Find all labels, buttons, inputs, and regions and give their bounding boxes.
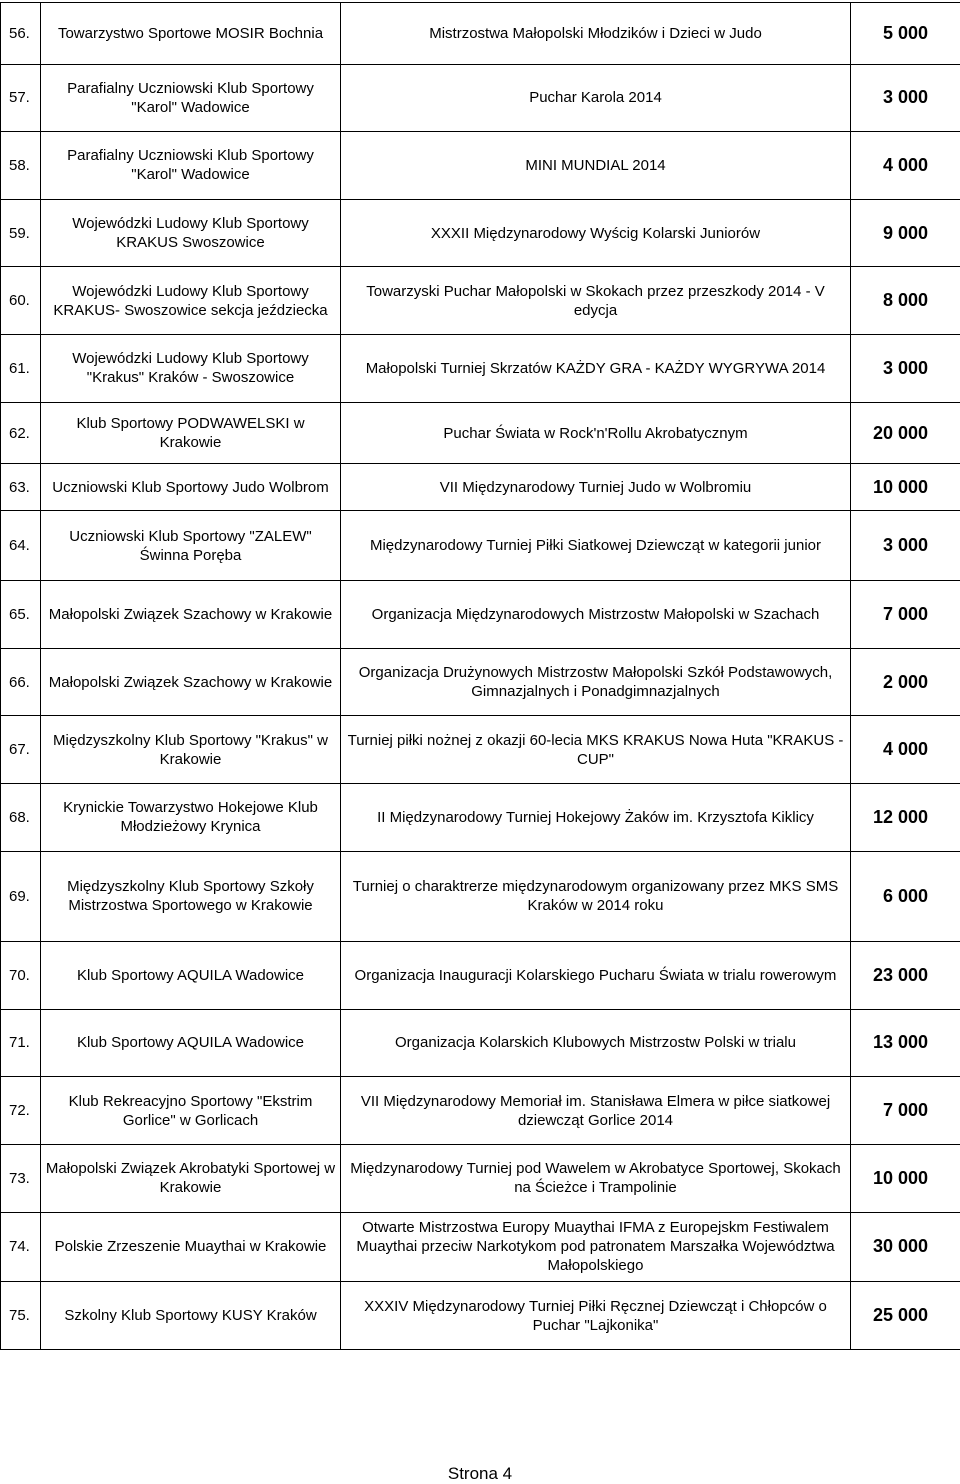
table-row [1, 941, 960, 1009]
organization-cell [41, 464, 341, 511]
event-cell [341, 132, 851, 200]
table-row [1, 851, 960, 941]
table-row [1, 1009, 960, 1077]
amount-cell [851, 199, 960, 267]
organization-cell [41, 402, 341, 464]
organization-cell-text: Międzyszkolny Klub Sportowy Szkoły Mistrzostwa Sportowego w Krakowie [67, 878, 314, 915]
grants-table [0, 2, 960, 1350]
event-cell [341, 199, 851, 267]
amount-cell-text: 13 000 [872, 1032, 928, 1053]
grants-table-body [1, 3, 960, 1350]
table-row [1, 648, 960, 716]
organization-cell [41, 132, 341, 200]
event-cell-text: XXXIV Międzynarodowy Turniej Piłki Ręcznej Dziewcząt i Chłopców o Puchar "Lajkonika" [364, 1297, 827, 1334]
event-cell-text: Turniej piłki nożnej z okazji 60-lecia MKS KRAKUS Nowa Huta "KRAKUS - CUP" [347, 731, 844, 768]
event-cell-text: MINI MUNDIAL 2014 [525, 156, 666, 174]
row-number-text: 69. [9, 887, 30, 905]
row-number-text: 70. [9, 966, 30, 984]
organization-cell-text: Klub Sportowy AQUILA Wadowice [76, 1034, 305, 1052]
amount-cell [851, 648, 960, 716]
event-cell [341, 1282, 851, 1350]
organization-cell-text: Szkolny Klub Sportowy KUSY Kraków [64, 1307, 317, 1325]
amount-cell [851, 132, 960, 200]
row-number [1, 511, 41, 581]
amount-cell [851, 511, 960, 581]
organization-cell-text: Krynickie Towarzystwo Hokejowe Klub Młodzieżowy Krynica [63, 799, 318, 836]
row-number [1, 335, 41, 403]
event-cell-text: Organizacja Kolarskich Klubowych Mistrzostw Polski w trialu [395, 1034, 796, 1052]
event-cell-text: XXXII Międzynarodowy Wyścig Kolarski Juniorów [430, 224, 761, 242]
event-cell-text: Organizacja Międzynarodowych Mistrzostw Małopolski w Szachach [371, 605, 820, 623]
amount-cell-text: 6 000 [882, 885, 928, 906]
amount-cell-text: 7 000 [882, 603, 928, 624]
event-cell [341, 64, 851, 132]
row-number [1, 851, 41, 941]
amount-cell [851, 851, 960, 941]
row-number-text: 72. [9, 1102, 30, 1120]
amount-cell [851, 267, 960, 335]
event-cell [341, 784, 851, 852]
organization-cell [41, 335, 341, 403]
row-number [1, 402, 41, 464]
table-row [1, 1212, 960, 1282]
event-cell-text: Międzynarodowy Turniej pod Wawelem w Akrobatyce Sportowej, Skokach na Ścieżce i Trampolinie [350, 1160, 841, 1197]
amount-cell [851, 784, 960, 852]
event-cell-text: Organizacja Inauguracji Kolarskiego Pucharu Świata w trialu rowerowym [354, 966, 837, 984]
event-cell [341, 941, 851, 1009]
amount-cell [851, 1009, 960, 1077]
row-number-text: 75. [9, 1307, 30, 1325]
amount-cell-text: 7 000 [882, 1100, 928, 1121]
page-footer: Strona 4 [447, 1464, 513, 1483]
row-number [1, 199, 41, 267]
event-cell-text: Mistrzostwa Małopolski Młodzików i Dzieci w Judo [429, 24, 762, 42]
amount-cell [851, 3, 960, 65]
amount-cell-text: 25 000 [872, 1305, 928, 1326]
event-cell [341, 267, 851, 335]
organization-cell-text: Uczniowski Klub Sportowy Judo Wolbrom [52, 478, 329, 496]
event-cell-text: Międzynarodowy Turniej Piłki Siatkowej Dziewcząt w kategorii junior [369, 537, 821, 555]
row-number-text: 61. [9, 359, 30, 377]
table-row [1, 1077, 960, 1145]
row-number [1, 784, 41, 852]
row-number [1, 3, 41, 65]
row-number [1, 1077, 41, 1145]
event-cell [341, 581, 851, 649]
amount-cell-text: 9 000 [882, 222, 928, 243]
event-cell [341, 1077, 851, 1145]
row-number-text: 64. [9, 537, 30, 555]
row-number-text: 65. [9, 605, 30, 623]
organization-cell-text: Małopolski Związek Akrobatyki Sportowej w Krakowie [45, 1160, 336, 1197]
event-cell-text: II Międzynarodowy Turniej Hokejowy Żaków im. Krzysztofa Kiklicy [377, 808, 814, 826]
amount-cell-text: 3 000 [882, 357, 928, 378]
organization-cell [41, 511, 341, 581]
event-cell-text: Towarzyski Puchar Małopolski w Skokach przez przeszkody 2014 - V edycja [366, 282, 825, 319]
event-cell-text: VII Międzynarodowy Turniej Judo w Wolbromiu [439, 478, 752, 496]
organization-cell-text: Małopolski Związek Szachowy w Krakowie [48, 605, 333, 623]
organization-cell [41, 1077, 341, 1145]
table-row [1, 464, 960, 511]
event-cell [341, 1009, 851, 1077]
organization-cell [41, 1144, 341, 1212]
organization-cell [41, 648, 341, 716]
amount-cell [851, 1077, 960, 1145]
amount-cell-text: 30 000 [872, 1236, 928, 1257]
organization-cell [41, 1009, 341, 1077]
organization-cell [41, 581, 341, 649]
row-number [1, 267, 41, 335]
organization-cell [41, 64, 341, 132]
organization-cell-text: Parafialny Uczniowski Klub Sportowy "Karol" Wadowice [67, 79, 314, 116]
amount-cell [851, 64, 960, 132]
table-row [1, 716, 960, 784]
event-cell [341, 464, 851, 511]
organization-cell-text: Wojewódzki Ludowy Klub Sportowy KRAKUS- Swoszowice sekcja jeździecka [53, 282, 328, 319]
row-number-text: 60. [9, 292, 30, 310]
row-number-text: 66. [9, 673, 30, 691]
amount-cell-text: 3 000 [882, 87, 928, 108]
event-cell-text: Puchar Świata w Rock'n'Rollu Akrobatycznym [443, 424, 748, 442]
event-cell [341, 402, 851, 464]
amount-cell [851, 1144, 960, 1212]
organization-cell-text: Wojewódzki Ludowy Klub Sportowy KRAKUS Swoszowice [72, 215, 309, 252]
amount-cell-text: 2 000 [882, 671, 928, 692]
amount-cell [851, 716, 960, 784]
row-number-text: 71. [9, 1034, 30, 1052]
organization-cell [41, 716, 341, 784]
event-cell-text: VII Międzynarodowy Memoriał im. Stanisława Elmera w piłce siatkowej dziewcząt Gorlice 2014 [360, 1092, 831, 1129]
amount-cell [851, 1212, 960, 1282]
row-number-text: 57. [9, 89, 30, 107]
row-number-text: 63. [9, 478, 30, 496]
event-cell [341, 716, 851, 784]
row-number-text: 56. [9, 24, 30, 42]
amount-cell-text: 20 000 [872, 422, 928, 443]
amount-cell-text: 10 000 [872, 476, 928, 497]
row-number-text: 73. [9, 1169, 30, 1187]
amount-cell [851, 581, 960, 649]
event-cell-text: Małopolski Turniej Skrzatów KAŻDY GRA - KAŻDY WYGRYWA 2014 [365, 359, 826, 377]
row-number [1, 941, 41, 1009]
event-cell-text: Organizacja Drużynowych Mistrzostw Małopolski Szkół Podstawowych, Gimnazjalnych i Ponadgimnazjalnych [358, 664, 833, 701]
row-number [1, 64, 41, 132]
table-row [1, 199, 960, 267]
row-number [1, 581, 41, 649]
event-cell [341, 648, 851, 716]
event-cell [341, 851, 851, 941]
table-row [1, 335, 960, 403]
table-row [1, 267, 960, 335]
organization-cell [41, 784, 341, 852]
event-cell [341, 3, 851, 65]
event-cell-text: Otwarte Mistrzostwa Europy Muaythai IFMA z Europejskm Festiwalem Muaythai przeciw Narkotykom pod patronatem Marszałka Województwa Małopolskiego [356, 1219, 835, 1275]
organization-cell-text: Towarzystwo Sportowe MOSIR Bochnia [57, 24, 324, 42]
organization-cell [41, 851, 341, 941]
amount-cell [851, 1282, 960, 1350]
amount-cell [851, 335, 960, 403]
organization-cell [41, 1212, 341, 1282]
event-cell [341, 1212, 851, 1282]
row-number-text: 62. [9, 424, 30, 442]
event-cell [341, 1144, 851, 1212]
row-number [1, 1144, 41, 1212]
organization-cell [41, 941, 341, 1009]
row-number [1, 1212, 41, 1282]
table-row [1, 1282, 960, 1350]
organization-cell-text: Małopolski Związek Szachowy w Krakowie [48, 673, 333, 691]
row-number-text: 59. [9, 224, 30, 242]
table-row [1, 64, 960, 132]
row-number [1, 716, 41, 784]
organization-cell [41, 267, 341, 335]
organization-cell [41, 1282, 341, 1350]
row-number [1, 132, 41, 200]
amount-cell-text: 4 000 [882, 154, 928, 175]
row-number-text: 58. [9, 156, 30, 174]
organization-cell [41, 199, 341, 267]
event-cell [341, 511, 851, 581]
organization-cell [41, 3, 341, 65]
organization-cell-text: Polskie Zrzeszenie Muaythai w Krakowie [54, 1238, 327, 1256]
amount-cell [851, 941, 960, 1009]
table-row [1, 581, 960, 649]
organization-cell-text: Wojewódzki Ludowy Klub Sportowy "Krakus" Kraków - Swoszowice [72, 350, 309, 387]
event-cell-text: Turniej o charaktrerze międzynarodowym organizowany przez MKS SMS Kraków w 2014 roku [352, 878, 839, 915]
row-number [1, 464, 41, 511]
amount-cell-text: 4 000 [882, 739, 928, 760]
amount-cell-text: 3 000 [882, 535, 928, 556]
row-number-text: 68. [9, 808, 30, 826]
amount-cell-text: 10 000 [872, 1167, 928, 1188]
organization-cell-text: Międzyszkolny Klub Sportowy "Krakus" w Krakowie [53, 731, 328, 768]
table-row [1, 784, 960, 852]
organization-cell-text: Klub Sportowy AQUILA Wadowice [76, 966, 305, 984]
table-row [1, 511, 960, 581]
table-row [1, 1144, 960, 1212]
table-row [1, 402, 960, 464]
amount-cell-text: 23 000 [872, 964, 928, 985]
row-number-text: 74. [9, 1238, 30, 1256]
amount-cell-text: 12 000 [872, 806, 928, 827]
event-cell [341, 335, 851, 403]
organization-cell-text: Klub Rekreacyjno Sportowy "Ekstrim Gorlice" w Gorlicach [68, 1092, 313, 1129]
row-number [1, 1009, 41, 1077]
table-row [1, 132, 960, 200]
table-row [1, 3, 960, 65]
amount-cell [851, 402, 960, 464]
organization-cell-text: Klub Sportowy PODWAWELSKI w Krakowie [76, 415, 305, 452]
organization-cell-text: Uczniowski Klub Sportowy "ZALEW" Świnna Poręba [69, 527, 312, 564]
amount-cell-text: 8 000 [882, 290, 928, 311]
row-number [1, 1282, 41, 1350]
amount-cell [851, 464, 960, 511]
row-number-text: 67. [9, 741, 30, 759]
row-number [1, 648, 41, 716]
amount-cell-text: 5 000 [882, 22, 928, 43]
event-cell-text: Puchar Karola 2014 [529, 89, 662, 107]
organization-cell-text: Parafialny Uczniowski Klub Sportowy "Karol" Wadowice [67, 147, 314, 184]
